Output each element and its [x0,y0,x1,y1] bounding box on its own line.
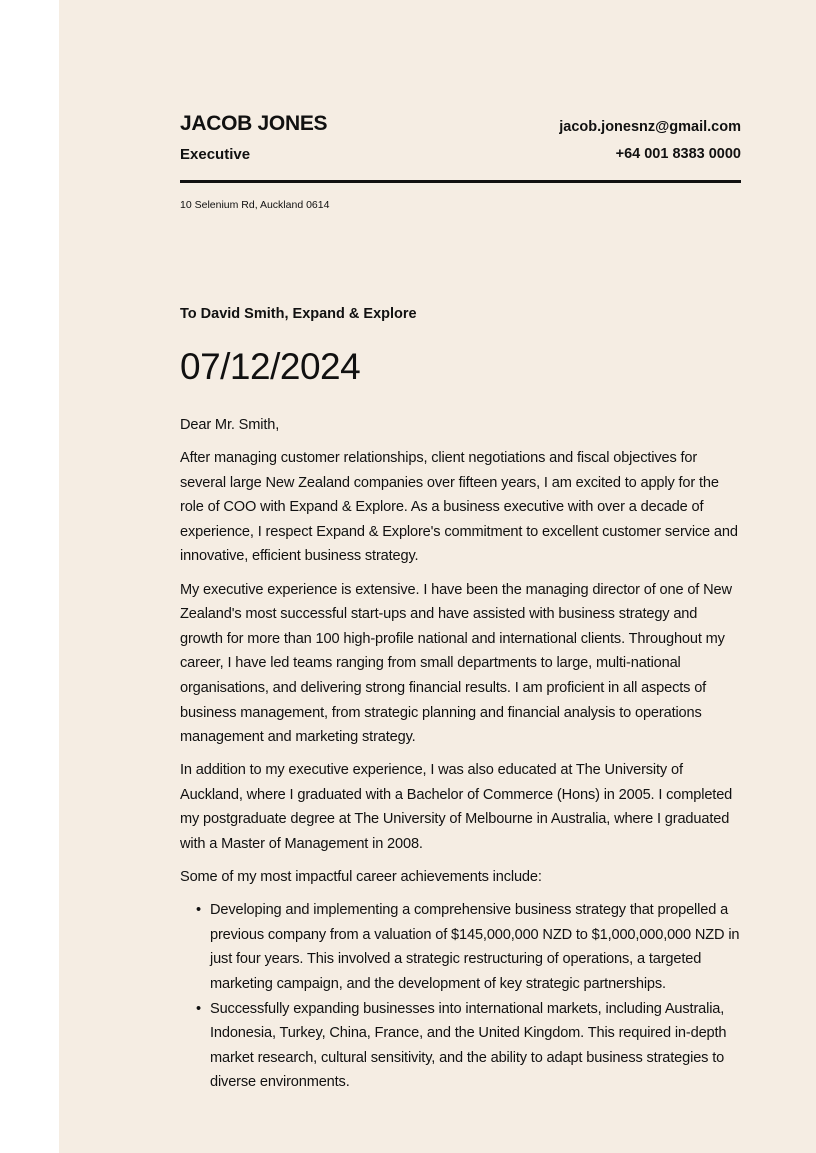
achievements-list [180,898,741,1095]
body-paragraph: In addition to my executive experience, I was also educated at The University of Auckland, where I graduated with a Bachelor of Commerce (Hons) in 2005. I completed my postgraduate degree at The University of Melbourne in Australia, where I graduated with a Master of Management in 2008. [180,762,733,852]
bullet-icon: • [196,902,201,919]
recipient-line: To David Smith, Expand & Explore [180,306,417,322]
applicant-role: Executive [180,146,251,163]
list-item-text: Developing and implementing a comprehensive business strategy that propelled a previous company from a valuation of $145,000,000 NZD to $1,000,000,000 NZD in just four years. This involved a strategic restructuring of operations, a targeted marketing campaign, and the development of key strategic partnerships. [210,902,740,992]
letter-date: 07/12/2024 [180,346,361,387]
applicant-address: 10 Selenium Rd, Auckland 0614 [180,199,330,211]
letter-page [59,0,816,1153]
bullet-icon: • [196,1000,201,1017]
body-paragraph: Some of my most impactful career achievements include: [180,869,542,886]
applicant-phone[interactable]: +64 001 8383 0000 [615,146,741,162]
list-item-text: Successfully expanding businesses into international markets, including Australia, Indonesia, Turkey, China, France, and the United Kingdom. This required in-depth market research, cultural sensitivity, and the ability to adapt business strategies to diverse environments. [210,1000,727,1091]
salutation: Dear Mr. Smith, [180,417,280,433]
list-item [196,997,741,1095]
applicant-email[interactable]: jacob.jonesnz@gmail.com [559,119,741,135]
applicant-name: JACOB JONES [180,112,328,135]
body-paragraph: My executive experience is extensive. I have been the managing director of one of New Zealand's most successful start-ups and have assisted with business strategy and growth for more than 100 high-profile national and international clients. Throughout my career, I have led teams ranging from small departments to large, multi-national organisations, and delivering strong financial results. I am proficient in all aspects of business management, from strategic planning and financial analysis to operations management and marketing strategy. [180,581,732,746]
letter-body [180,413,741,1095]
body-paragraph: After managing customer relationships, client negotiations and fiscal objectives for several large New Zealand companies over fifteen years, I am excited to apply for the role of COO with Expand & Explore. As a business executive with over a decade of experience, I respect Expand & Explore's commitment to excellent customer service and innovative, efficient business strategy. [180,450,738,565]
header-divider [180,180,741,183]
list-item [196,898,741,996]
